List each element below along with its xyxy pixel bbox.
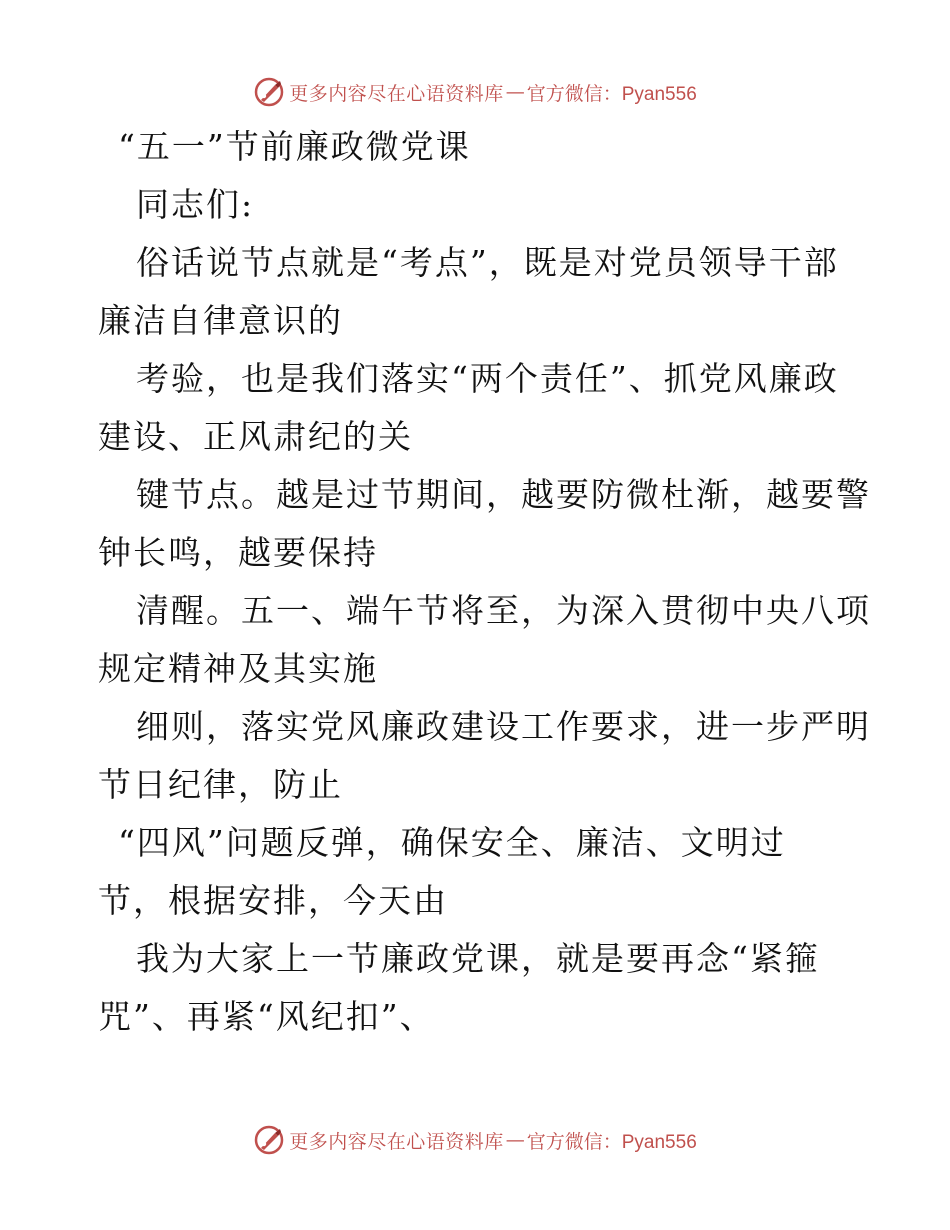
body-line: 咒”、再紧“风纪扣”、 <box>98 997 435 1036</box>
body-line: 规定精神及其实施 <box>98 649 378 688</box>
body-line: 建设、正风肃纪的关 <box>98 417 413 456</box>
body-line: 细则，落实党风廉政建设工作要求，进一步严明 <box>136 707 871 746</box>
header-watermark <box>0 72 950 112</box>
document-body <box>98 118 871 1046</box>
body-line: 廉洁自律意识的 <box>98 301 343 340</box>
body-line: 清醒。五一、端午节将至，为深入贯彻中央八项 <box>136 591 871 630</box>
body-line: 节日纪律，防止 <box>98 765 343 804</box>
body-line: 俗话说节点就是“考点”，既是对党员领导干部 <box>136 243 839 282</box>
quill-seal-logo-icon <box>253 76 285 108</box>
watermark-contact: 官方微信：Pyan556 <box>526 1131 697 1153</box>
watermark-text: 更多内容尽在心语资料库 <box>289 1130 504 1153</box>
body-line: 钟长鸣，越要保持 <box>98 533 378 572</box>
watermark-separator: — <box>505 1129 525 1151</box>
watermark-separator: — <box>505 81 525 103</box>
document-title: “五一”节前廉政微党课 <box>118 127 471 166</box>
body-line: 考验，也是我们落实“两个责任”、抓党风廉政 <box>136 359 839 398</box>
watermark-contact: 官方微信：Pyan556 <box>526 83 697 105</box>
salutation: 同志们: <box>136 185 255 224</box>
body-line: “四风”问题反弹，确保安全、廉洁、文明过 <box>118 823 786 862</box>
quill-seal-logo-icon <box>253 1124 285 1156</box>
body-line: 节，根据安排，今天由 <box>98 881 448 920</box>
footer-watermark <box>0 1120 950 1160</box>
watermark-text: 更多内容尽在心语资料库 <box>289 82 504 105</box>
body-line: 我为大家上一节廉政党课，就是要再念“紧箍 <box>136 939 820 978</box>
body-line: 键节点。越是过节期间，越要防微杜渐，越要警 <box>136 475 871 514</box>
